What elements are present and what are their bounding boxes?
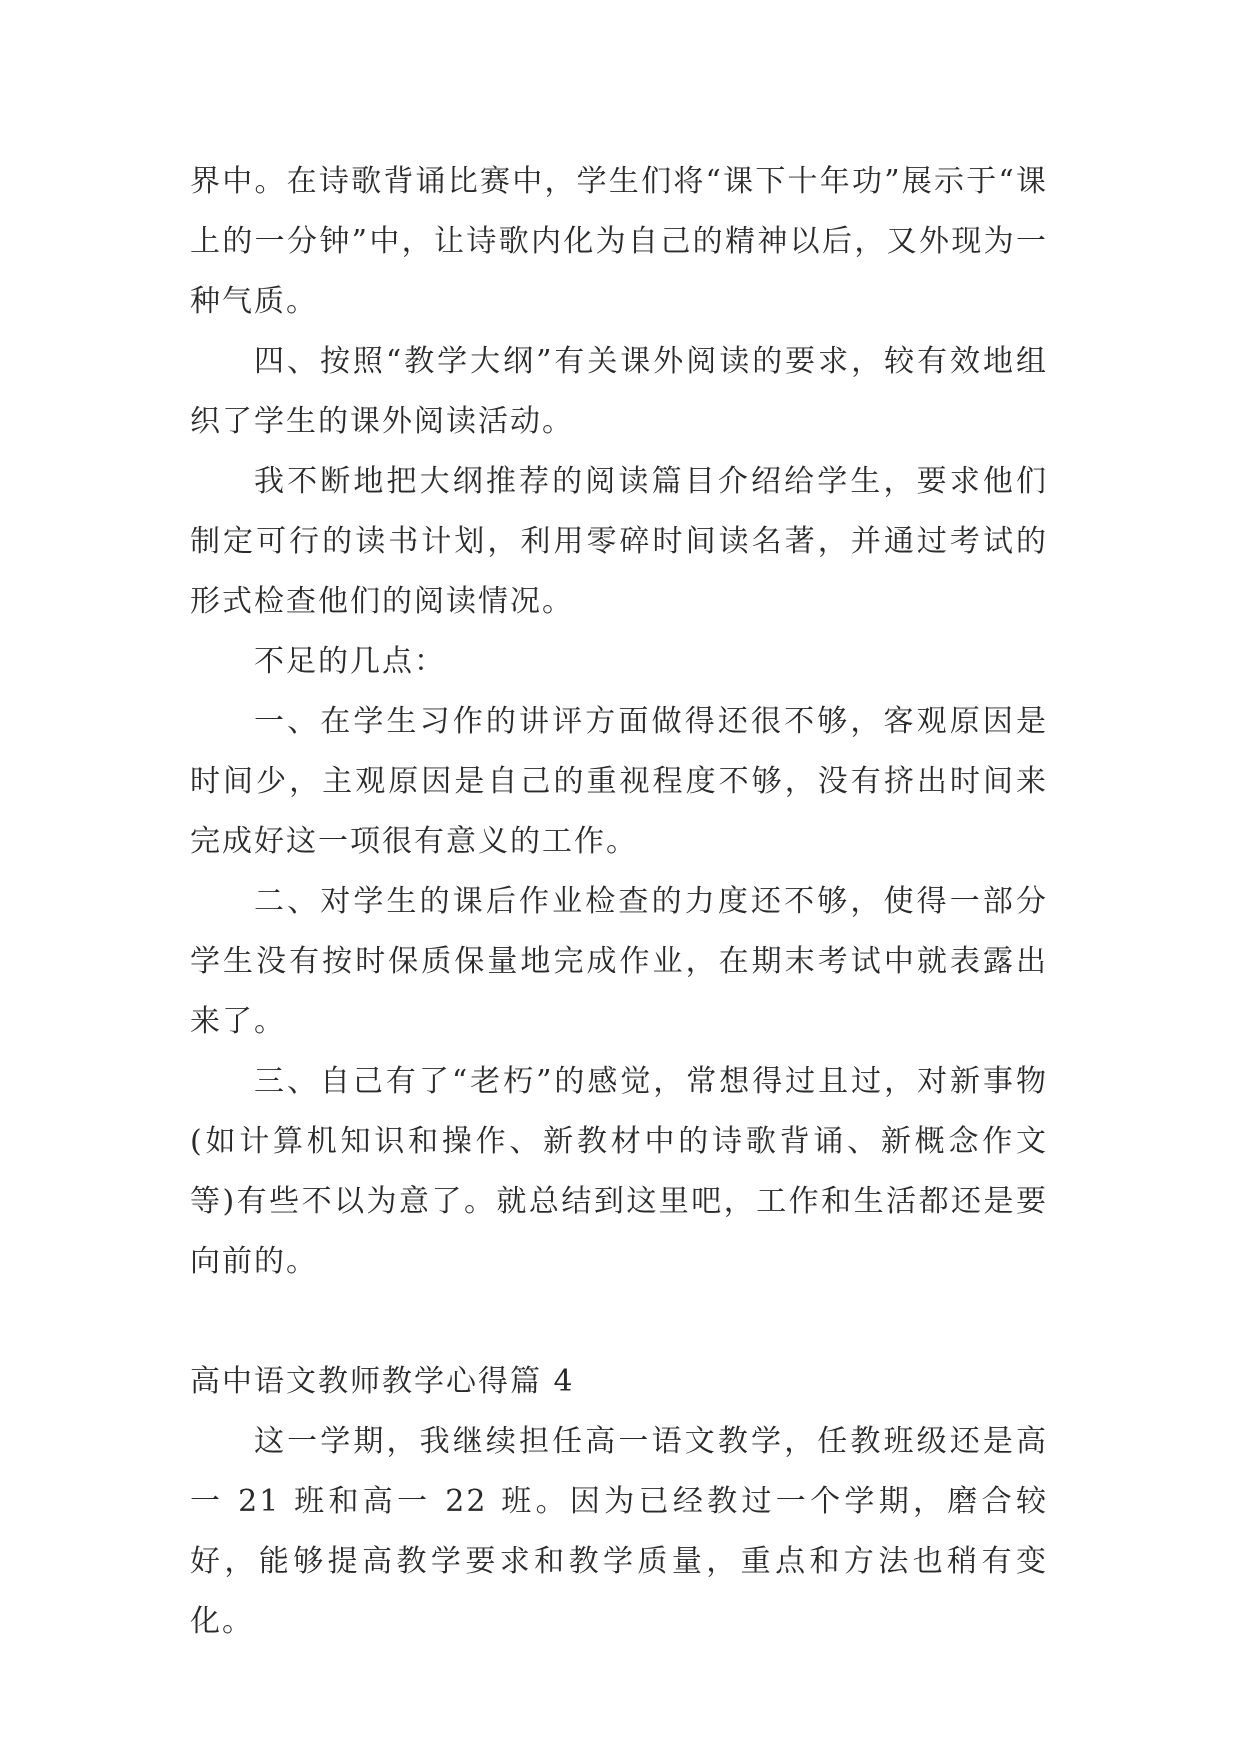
continuation-paragraph: 界中。在诗歌背诵比赛中，学生们将“课下十年功”展示于“课上的一分钟”中，让诗歌内化为自己的精神以后，又外现为一种气质。 — [190, 164, 1048, 319]
paragraph: 四、按照“教学大纲”有关课外阅读的要求，较有效地组织了学生的课外阅读活动。 — [190, 344, 1048, 439]
section-title: 高中语文教师教学心得篇 4 — [190, 1364, 575, 1399]
document-body — [190, 152, 1048, 1652]
section-paragraph: 这一学期，我继续担任高一语文教学，任教班级还是高一 21 班和高一 22 班。因为已经教过一个学期，磨合较好，能够提高教学要求和教学质量，重点和方法也稍有变化。 — [190, 1424, 1048, 1639]
paragraph: 不足的几点： — [254, 644, 446, 679]
paragraph: 我不断地把大纲推荐的阅读篇目介绍给学生，要求他们制定可行的读书计划，利用零碎时间读名著，并通过考试的形式检查他们的阅读情况。 — [190, 464, 1048, 619]
paragraph: 三、自己有了“老朽”的感觉，常想得过且过，对新事物(如计算机知识和操作、新教材中的诗歌背诵、新概念作文等)有些不以为意了。就总结到这里吧，工作和生活都还是要向前的。 — [190, 1064, 1048, 1279]
paragraph: 一、在学生习作的讲评方面做得还很不够，客观原因是时间少，主观原因是自己的重视程度不够，没有挤出时间来完成好这一项很有意义的工作。 — [190, 704, 1048, 859]
paragraph: 二、对学生的课后作业检查的力度还不够，使得一部分学生没有按时保质保量地完成作业，在期末考试中就表露出来了。 — [190, 884, 1048, 1039]
